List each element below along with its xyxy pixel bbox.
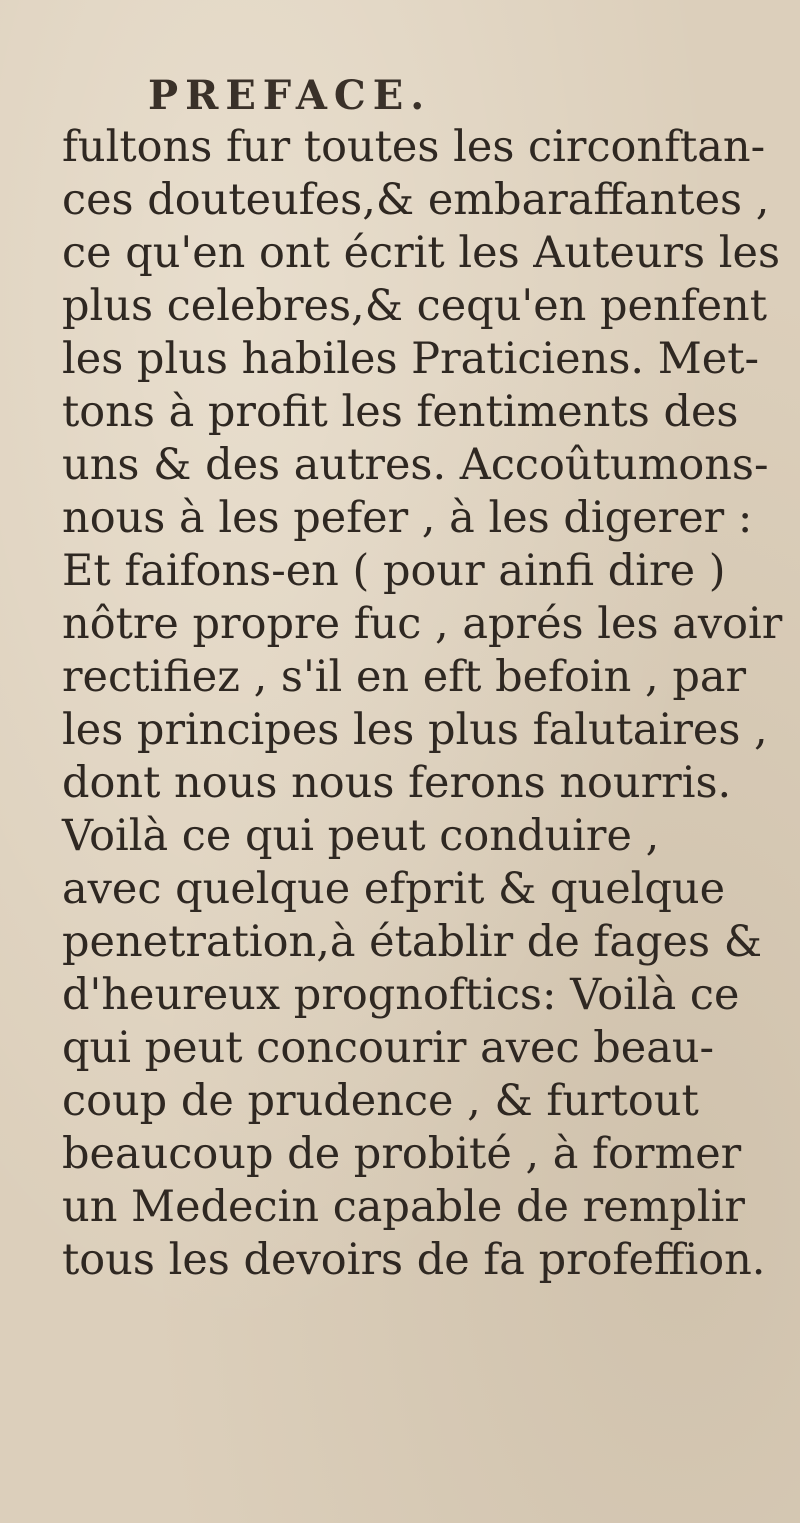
text-line: un Medecin capable de remplir — [62, 1182, 745, 1232]
text-line: tous les devoirs de fa profeffion. — [62, 1235, 766, 1285]
text-line: les plus habiles Praticiens. Met- — [62, 334, 760, 384]
text-line: qui peut concourir avec beau- — [62, 1023, 715, 1073]
text-line: rectifiez , s'il en eft befoin , par — [62, 652, 747, 702]
text-line: d'heureux prognoftics: Voilà ce — [62, 970, 740, 1020]
text-line: avec quelque efprit & quelque — [62, 864, 726, 914]
text-line: tons à profit les fentiments des — [62, 387, 739, 437]
text-line: coup de prudence , & furtout — [62, 1076, 699, 1126]
text-line: Et faifons-en ( pour ainfi dire ) — [62, 546, 726, 596]
text-line: uns & des autres. Accoûtumons- — [62, 440, 769, 490]
text-line: nôtre propre fuc , aprés les avoir — [62, 599, 783, 649]
text-line: dont nous nous ferons nourris. — [62, 758, 732, 808]
text-line: nous à les pefer , à les digerer : — [62, 493, 753, 543]
text-line: ce qu'en ont écrit les Auteurs les — [62, 228, 781, 278]
text-line: Voilà ce qui peut conduire , — [62, 811, 660, 861]
text-line: plus celebres,& cequ'en penfent — [62, 281, 768, 331]
running-head: PREFACE. — [148, 72, 432, 119]
text-line: fultons fur toutes les circonftan- — [62, 122, 766, 172]
text-line: ces douteufes,& embaraffantes , — [62, 175, 770, 225]
text-line: beaucoup de probité , à former — [62, 1129, 742, 1179]
text-line: penetration,à établir de fages & — [62, 917, 762, 967]
text-line: les principes les plus falutaires , — [62, 705, 768, 755]
